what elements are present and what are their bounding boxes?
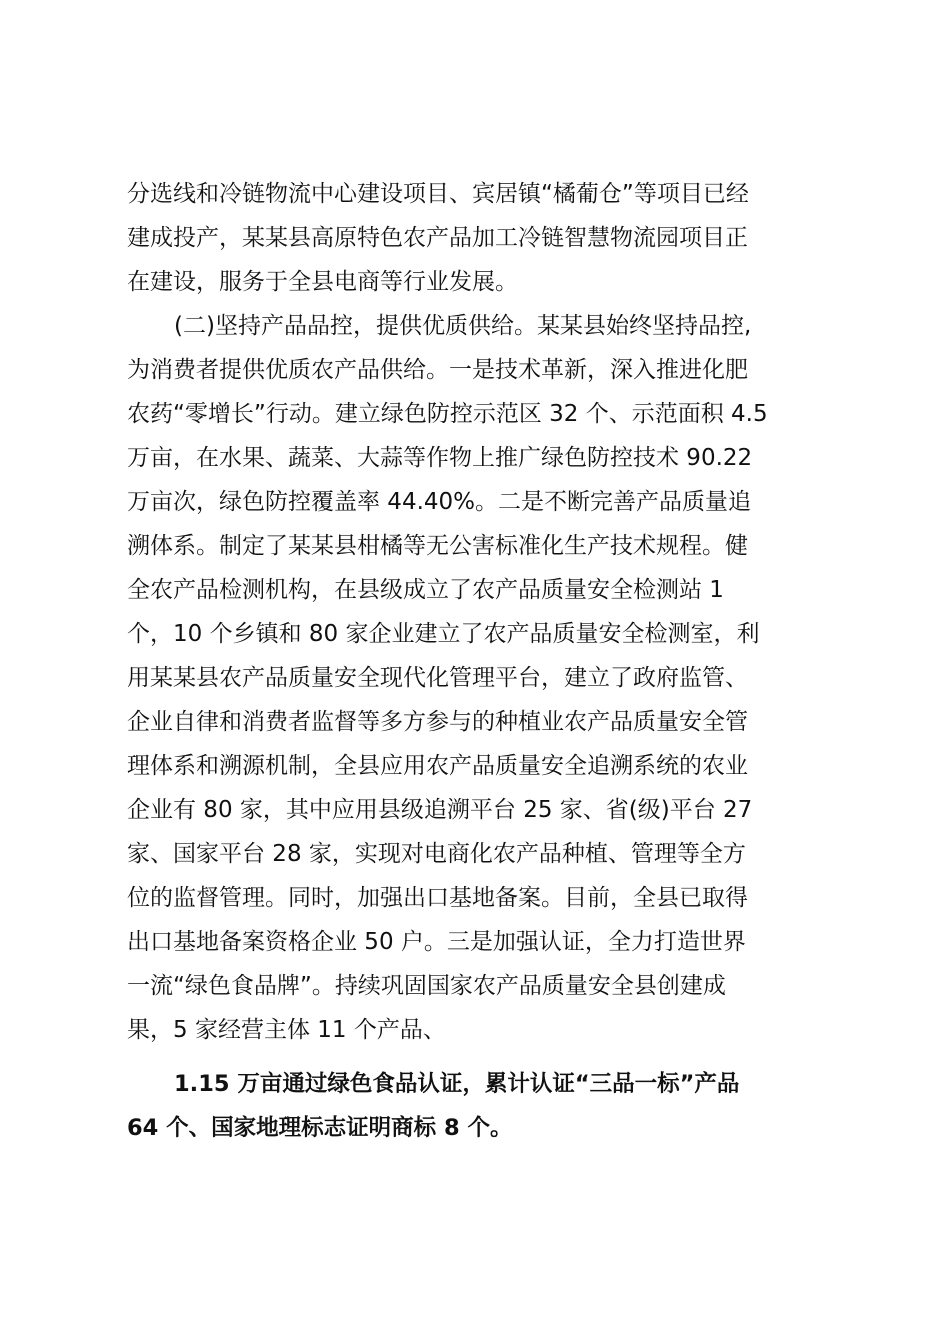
text-line: 溯体系。制定了某某县柑橘等无公害标准化生产技术规程。健 bbox=[127, 533, 748, 559]
text-line: 为消费者提供优质农产品供给。一是技术革新，深入推进化肥 bbox=[127, 357, 748, 383]
text-line: 家、国家平台 28 家，实现对电商化农产品种植、管理等全方 bbox=[127, 841, 746, 867]
text-line: 企业有 80 家，其中应用县级追溯平台 25 家、省(级)平台 27 bbox=[127, 797, 753, 823]
text-line: 果，5 家经营主体 11 个产品、 bbox=[127, 1017, 446, 1043]
text-line: 分选线和冷链物流中心建设项目、宾居镇“橘葡仓”等项目已经 bbox=[127, 181, 749, 207]
text-line: 一流“绿色食品牌”。持续巩固国家农产品质量安全县创建成 bbox=[127, 973, 726, 999]
text-line: 农药“零增长”行动。建立绿色防控示范区 32 个、示范面积 4.5 bbox=[127, 401, 768, 427]
text-line: 万亩，在水果、蔬菜、大蒜等作物上推广绿色防控技术 90.22 bbox=[127, 445, 753, 471]
text-line: 建成投产，某某县高原特色农产品加工冷链智慧物流园项目正 bbox=[127, 225, 748, 251]
paragraph-gap bbox=[127, 1052, 827, 1062]
text-line: 出口基地备案资格企业 50 户。三是加强认证，全力打造世界 bbox=[127, 929, 746, 955]
paragraph-2 bbox=[127, 304, 827, 1052]
text-line: 64 个、国家地理标志证明商标 8 个。 bbox=[127, 1115, 513, 1141]
text-line: 个，10 个乡镇和 80 家企业建立了农产品质量安全检测室，利 bbox=[127, 621, 760, 647]
text-line: 理体系和溯源机制，全县应用农产品质量安全追溯系统的农业 bbox=[127, 753, 748, 779]
text-line: 企业自律和消费者监督等多方参与的种植业农产品质量安全管 bbox=[127, 709, 748, 735]
text-line: 全农产品检测机构，在县级成立了农产品质量安全检测站 1 bbox=[127, 577, 724, 603]
text-line: 1.15 万亩通过绿色食品认证，累计认证“三品一标”产品 bbox=[174, 1071, 740, 1097]
text-line: 在建设，服务于全县电商等行业发展。 bbox=[127, 269, 518, 295]
paragraph-3 bbox=[127, 1062, 827, 1150]
text-line: 万亩次，绿色防控覆盖率 44.40%。二是不断完善产品质量追 bbox=[127, 489, 752, 515]
text-line: 位的监督管理。同时，加强出口基地备案。目前，全县已取得 bbox=[127, 885, 748, 911]
document-body bbox=[127, 172, 827, 1150]
text-line: 用某某县农产品质量安全现代化管理平台，建立了政府监管、 bbox=[127, 665, 748, 691]
text-line: (二)坚持产品品控，提供优质供给。某某县始终坚持品控, bbox=[174, 313, 752, 339]
paragraph-1 bbox=[127, 172, 827, 304]
